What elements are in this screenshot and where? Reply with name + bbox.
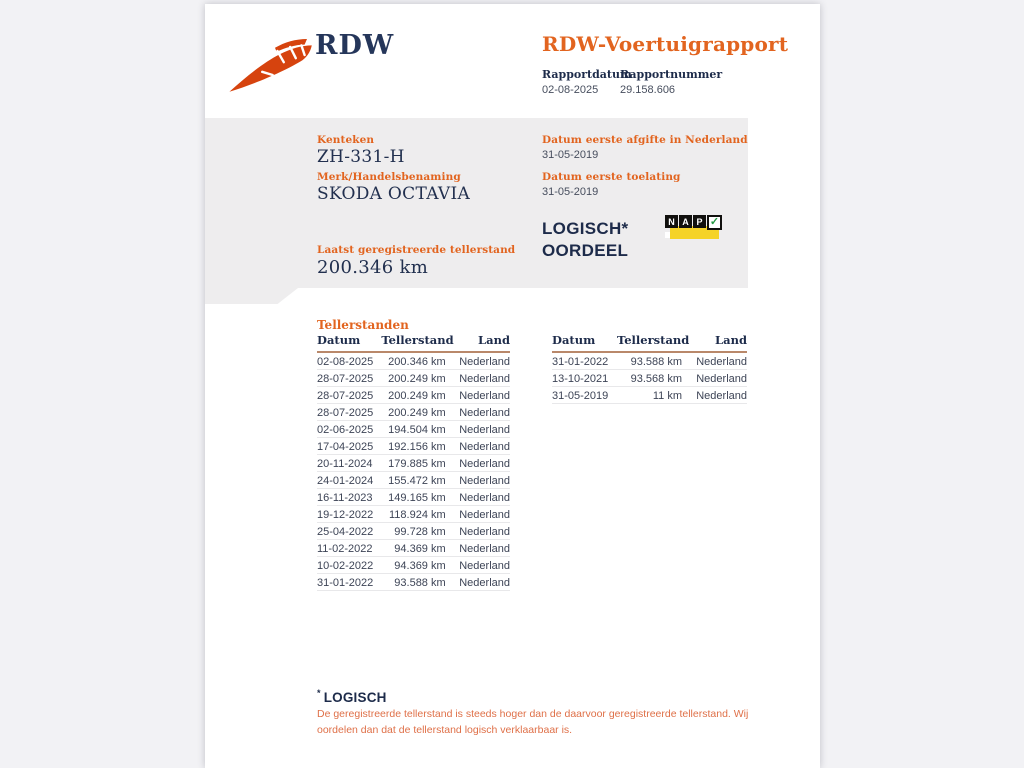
table-cell: 13-10-2021 bbox=[552, 370, 617, 387]
rdw-feather-logo-icon bbox=[227, 37, 315, 97]
nap-notch bbox=[665, 232, 670, 238]
nap-letter-tiles bbox=[665, 215, 722, 230]
vehicle-summary-box bbox=[205, 118, 748, 288]
table-cell: Nederland bbox=[446, 574, 510, 591]
table-cell: 200.346 km bbox=[381, 352, 445, 370]
table-cell: 93.588 km bbox=[617, 352, 682, 370]
afgifte-value: 31-05-2019 bbox=[542, 149, 599, 161]
table-cell: 24-01-2024 bbox=[317, 472, 381, 489]
table-row bbox=[317, 387, 510, 404]
table-cell: Nederland bbox=[446, 506, 510, 523]
table-cell: 93.568 km bbox=[617, 370, 682, 387]
tellerstanden-table-right bbox=[552, 333, 747, 404]
tellerstanden-title: Tellerstanden bbox=[317, 318, 409, 332]
nap-logo bbox=[665, 215, 723, 243]
table-cell: 02-08-2025 bbox=[317, 352, 381, 370]
footnote-asterisk: * bbox=[317, 688, 321, 698]
verdict-line2: OORDEEL bbox=[542, 241, 629, 260]
merk-value: SKODA OCTAVIA bbox=[317, 184, 471, 204]
table-cell: Nederland bbox=[682, 370, 747, 387]
nap-letter-a: A bbox=[679, 215, 692, 228]
col-header-datum: Datum bbox=[317, 333, 381, 352]
table-cell: 192.156 km bbox=[381, 438, 445, 455]
table-cell: Nederland bbox=[446, 352, 510, 370]
report-date-value: 02-08-2025 bbox=[542, 84, 599, 96]
table-row bbox=[552, 352, 747, 370]
table-row bbox=[317, 421, 510, 438]
table-row bbox=[317, 438, 510, 455]
table-cell: Nederland bbox=[446, 472, 510, 489]
table-cell: 11-02-2022 bbox=[317, 540, 381, 557]
table-row bbox=[317, 489, 510, 506]
table-row bbox=[317, 506, 510, 523]
table-cell: 155.472 km bbox=[381, 472, 445, 489]
table-row bbox=[317, 574, 510, 591]
table-row bbox=[317, 404, 510, 421]
table-cell: 94.369 km bbox=[381, 540, 445, 557]
col-header-tellerstand: Tellerstand bbox=[617, 333, 682, 352]
table-cell: Nederland bbox=[446, 455, 510, 472]
report-page bbox=[205, 4, 820, 768]
table-cell: 28-07-2025 bbox=[317, 404, 381, 421]
table-cell: Nederland bbox=[446, 421, 510, 438]
table-cell: Nederland bbox=[682, 387, 747, 404]
table-cell: 11 km bbox=[617, 387, 682, 404]
table-cell: Nederland bbox=[446, 387, 510, 404]
table-cell: 200.249 km bbox=[381, 404, 445, 421]
kenteken-value: ZH-331-H bbox=[317, 147, 405, 167]
rdw-wordmark: RDW bbox=[315, 30, 395, 61]
table-row bbox=[317, 557, 510, 574]
table-cell: 28-07-2025 bbox=[317, 387, 381, 404]
table-row bbox=[317, 540, 510, 557]
nap-letter-p: P bbox=[693, 215, 706, 228]
table-row bbox=[552, 387, 747, 404]
table-cell: 31-01-2022 bbox=[317, 574, 381, 591]
tellerstanden-table-left bbox=[317, 333, 510, 591]
table-cell: 94.369 km bbox=[381, 557, 445, 574]
afgifte-label: Datum eerste afgifte in Nederland bbox=[542, 134, 748, 146]
report-number-value: 29.158.606 bbox=[620, 84, 676, 96]
table-cell: 25-04-2022 bbox=[317, 523, 381, 540]
table-cell: 16-11-2023 bbox=[317, 489, 381, 506]
table-cell: 149.165 km bbox=[381, 489, 445, 506]
table-cell: Nederland bbox=[446, 404, 510, 421]
table-cell: 20-11-2024 bbox=[317, 455, 381, 472]
col-header-land: Land bbox=[446, 333, 510, 352]
nap-checkmark-icon: ✓ bbox=[707, 215, 722, 230]
kenteken-label: Kenteken bbox=[317, 134, 375, 146]
table-cell: Nederland bbox=[682, 352, 747, 370]
table-row bbox=[317, 472, 510, 489]
table-cell: 179.885 km bbox=[381, 455, 445, 472]
table-row bbox=[317, 523, 510, 540]
laatste-tellerstand-label: Laatst geregistreerde tellerstand bbox=[317, 244, 516, 256]
col-header-tellerstand: Tellerstand bbox=[381, 333, 445, 352]
table-cell: 200.249 km bbox=[381, 387, 445, 404]
table-cell: 200.249 km bbox=[381, 370, 445, 387]
table-cell: Nederland bbox=[446, 523, 510, 540]
nap-letter-n: N bbox=[665, 215, 678, 228]
footnote-heading-text: LOGISCH bbox=[323, 690, 387, 705]
table-cell: 10-02-2022 bbox=[317, 557, 381, 574]
table-row bbox=[552, 370, 747, 387]
col-header-land: Land bbox=[682, 333, 747, 352]
verdict-text bbox=[542, 218, 628, 262]
table-cell: 99.728 km bbox=[381, 523, 445, 540]
table-row bbox=[317, 370, 510, 387]
report-date-label: Rapportdatum bbox=[542, 68, 632, 81]
report-title: RDW-Voertuigrapport bbox=[542, 32, 789, 56]
table-cell: 02-06-2025 bbox=[317, 421, 381, 438]
report-number-label: Rapportnummer bbox=[620, 68, 723, 81]
table-cell: 28-07-2025 bbox=[317, 370, 381, 387]
table-cell: 19-12-2022 bbox=[317, 506, 381, 523]
table-cell: Nederland bbox=[446, 370, 510, 387]
laatste-tellerstand-value: 200.346 km bbox=[317, 257, 429, 278]
verdict-line1: LOGISCH* bbox=[542, 219, 629, 238]
table-row bbox=[317, 352, 510, 370]
table-cell: Nederland bbox=[446, 438, 510, 455]
table-cell: 118.924 km bbox=[381, 506, 445, 523]
table-cell: 93.588 km bbox=[381, 574, 445, 591]
table-cell: Nederland bbox=[446, 540, 510, 557]
table-header-row bbox=[552, 333, 747, 352]
footnote-text: De geregistreerde tellerstand is steeds hoger dan de daarvoor geregistreerde tellerstand. Wij oordelen dan dat de tellerstand logisch verklaarbaar is. bbox=[317, 708, 749, 736]
table-header-row bbox=[317, 333, 510, 352]
merk-label: Merk/Handelsbenaming bbox=[317, 171, 461, 183]
table-cell: 17-04-2025 bbox=[317, 438, 381, 455]
footnote-heading bbox=[317, 688, 387, 705]
toelating-label: Datum eerste toelating bbox=[542, 171, 681, 183]
table-cell: Nederland bbox=[446, 557, 510, 574]
table-row bbox=[317, 455, 510, 472]
table-cell: 31-05-2019 bbox=[552, 387, 617, 404]
toelating-value: 31-05-2019 bbox=[542, 186, 599, 198]
col-header-datum: Datum bbox=[552, 333, 617, 352]
table-cell: Nederland bbox=[446, 489, 510, 506]
table-cell: 31-01-2022 bbox=[552, 352, 617, 370]
table-cell: 194.504 km bbox=[381, 421, 445, 438]
